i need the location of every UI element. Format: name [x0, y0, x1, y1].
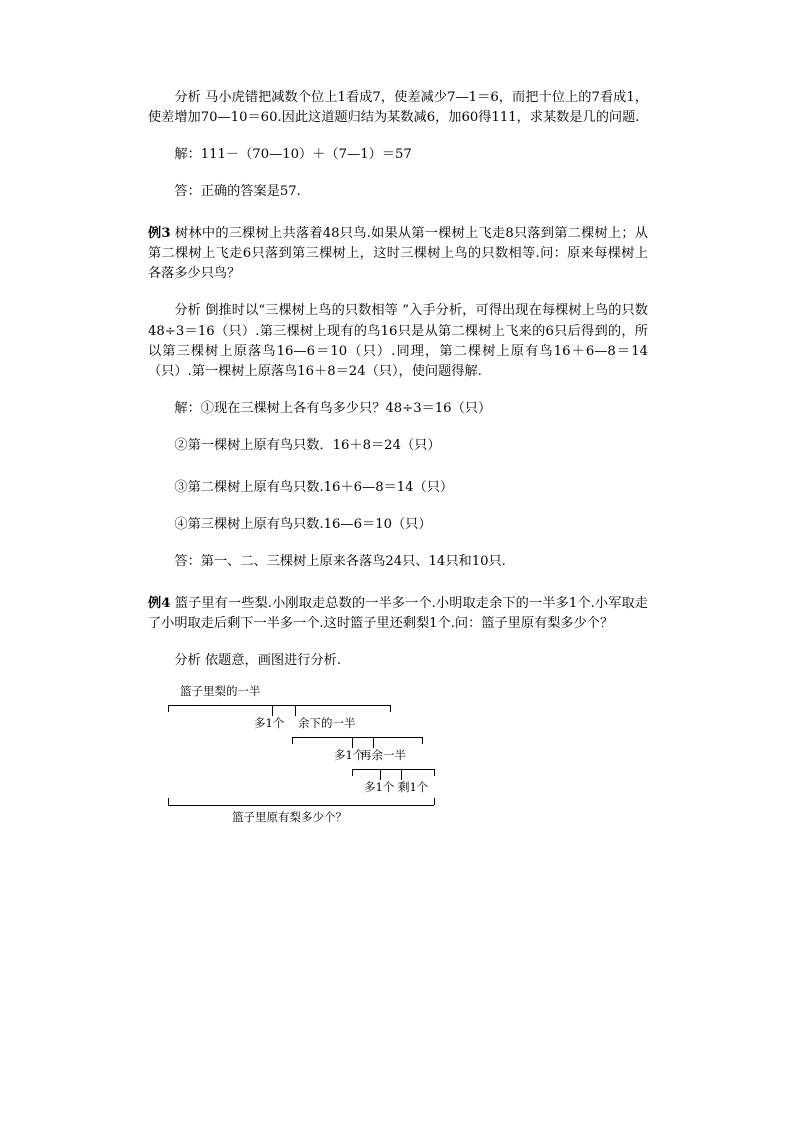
diagram-label-remaining-half: 余下的一半 [298, 716, 356, 731]
diagram-label-again-half: 再余一半 [360, 748, 406, 763]
diagram-tick-3-right [434, 769, 435, 776]
diagram-line-total [168, 805, 434, 806]
solution-paragraph-3-1: 解：①现在三棵树上各有鸟多少只？48÷3＝16（只） [174, 400, 492, 416]
solution-paragraph-3-2: ②第一棵树上原有鸟只数．16＋8＝24（只） [174, 437, 441, 453]
diagram-label-bottom-question: 篮子里原有梨多少个？ [232, 810, 347, 825]
analysis-paragraph-3: 分析 倒推时以“三棵树上鸟的只数相等 ”入手分析，可得出现在每棵树上鸟的只数48÷3＝16（只）.第三棵树上现有的鸟16只是从第二棵树上飞来的6只后得到的，所以第三棵树上原落鸟16—6＝10（只）.同理，第二棵树上原有鸟16＋6—8＝14（只）.第一棵树上原落鸟16＋8＝24（只），使问题得解. [148, 303, 648, 379]
solution-paragraph-3-3: ③第二棵树上原有鸟只数.16＋6—8＝14（只） [174, 479, 454, 495]
diagram-tick-total-right [434, 798, 435, 805]
pear-basket-diagram [148, 683, 648, 848]
diagram-label-more-one-a: 多1个 [254, 716, 285, 731]
analysis-paragraph-4: 分析 依题意，画图进行分析. [174, 653, 342, 669]
document-content [148, 88, 648, 848]
example-4-label: 例4 [148, 596, 171, 611]
diagram-tick-3-left [352, 769, 353, 776]
answer-paragraph-1: 答：正确的答案是57. [174, 184, 301, 200]
example-3-body: 树林中的三棵树上共落着48只鸟.如果从第一棵树上飞走8只落到第二棵树上；从第二棵树上飞走6只落到第三棵树上，这时三棵树上鸟的只数相等.问：原来每棵树上各落多少只鸟？ [148, 226, 648, 282]
analysis-paragraph-1: 分析 马小虎错把减数个位上1看成7，使差减少7—1＝6，而把十位上的7看成1，使差增加70—10＝60.因此这道题归结为某数减6，加60得111，求某数是几的问题. [148, 90, 648, 126]
diagram-tick-1-left [168, 705, 169, 712]
diagram-tick-2-right [422, 737, 423, 744]
example-4-body: 篮子里有一些梨.小刚取走总数的一半多一个.小明取走余下的一半多1个.小军取走了小明取走后剩下一半多一个.这时篮子里还剩梨1个.问：篮子里原有梨多少个？ [148, 596, 648, 632]
diagram-tick-1-right [390, 705, 391, 712]
diagram-label-more-one-left-one: 多1个 剩1个 [364, 780, 429, 795]
example-3 [148, 224, 648, 284]
diagram-tick-total-left [168, 798, 169, 805]
diagram-label-half-basket: 篮子里梨的一半 [180, 684, 261, 699]
diagram-tick-2-left [292, 737, 293, 744]
answer-paragraph-3: 答：第一、二、三棵树上原来各落鸟24只、14只和10只. [174, 553, 506, 569]
example-3-label: 例3 [148, 226, 171, 242]
diagram-label-more-one-b: 多1个 [334, 748, 365, 763]
solution-paragraph-1: 解：111－（70—10）＋（7—1）＝57 [174, 147, 412, 163]
solution-paragraph-3-4: ④第三棵树上原有鸟只数.16—6＝10（只） [174, 516, 432, 532]
example-4 [148, 594, 648, 634]
